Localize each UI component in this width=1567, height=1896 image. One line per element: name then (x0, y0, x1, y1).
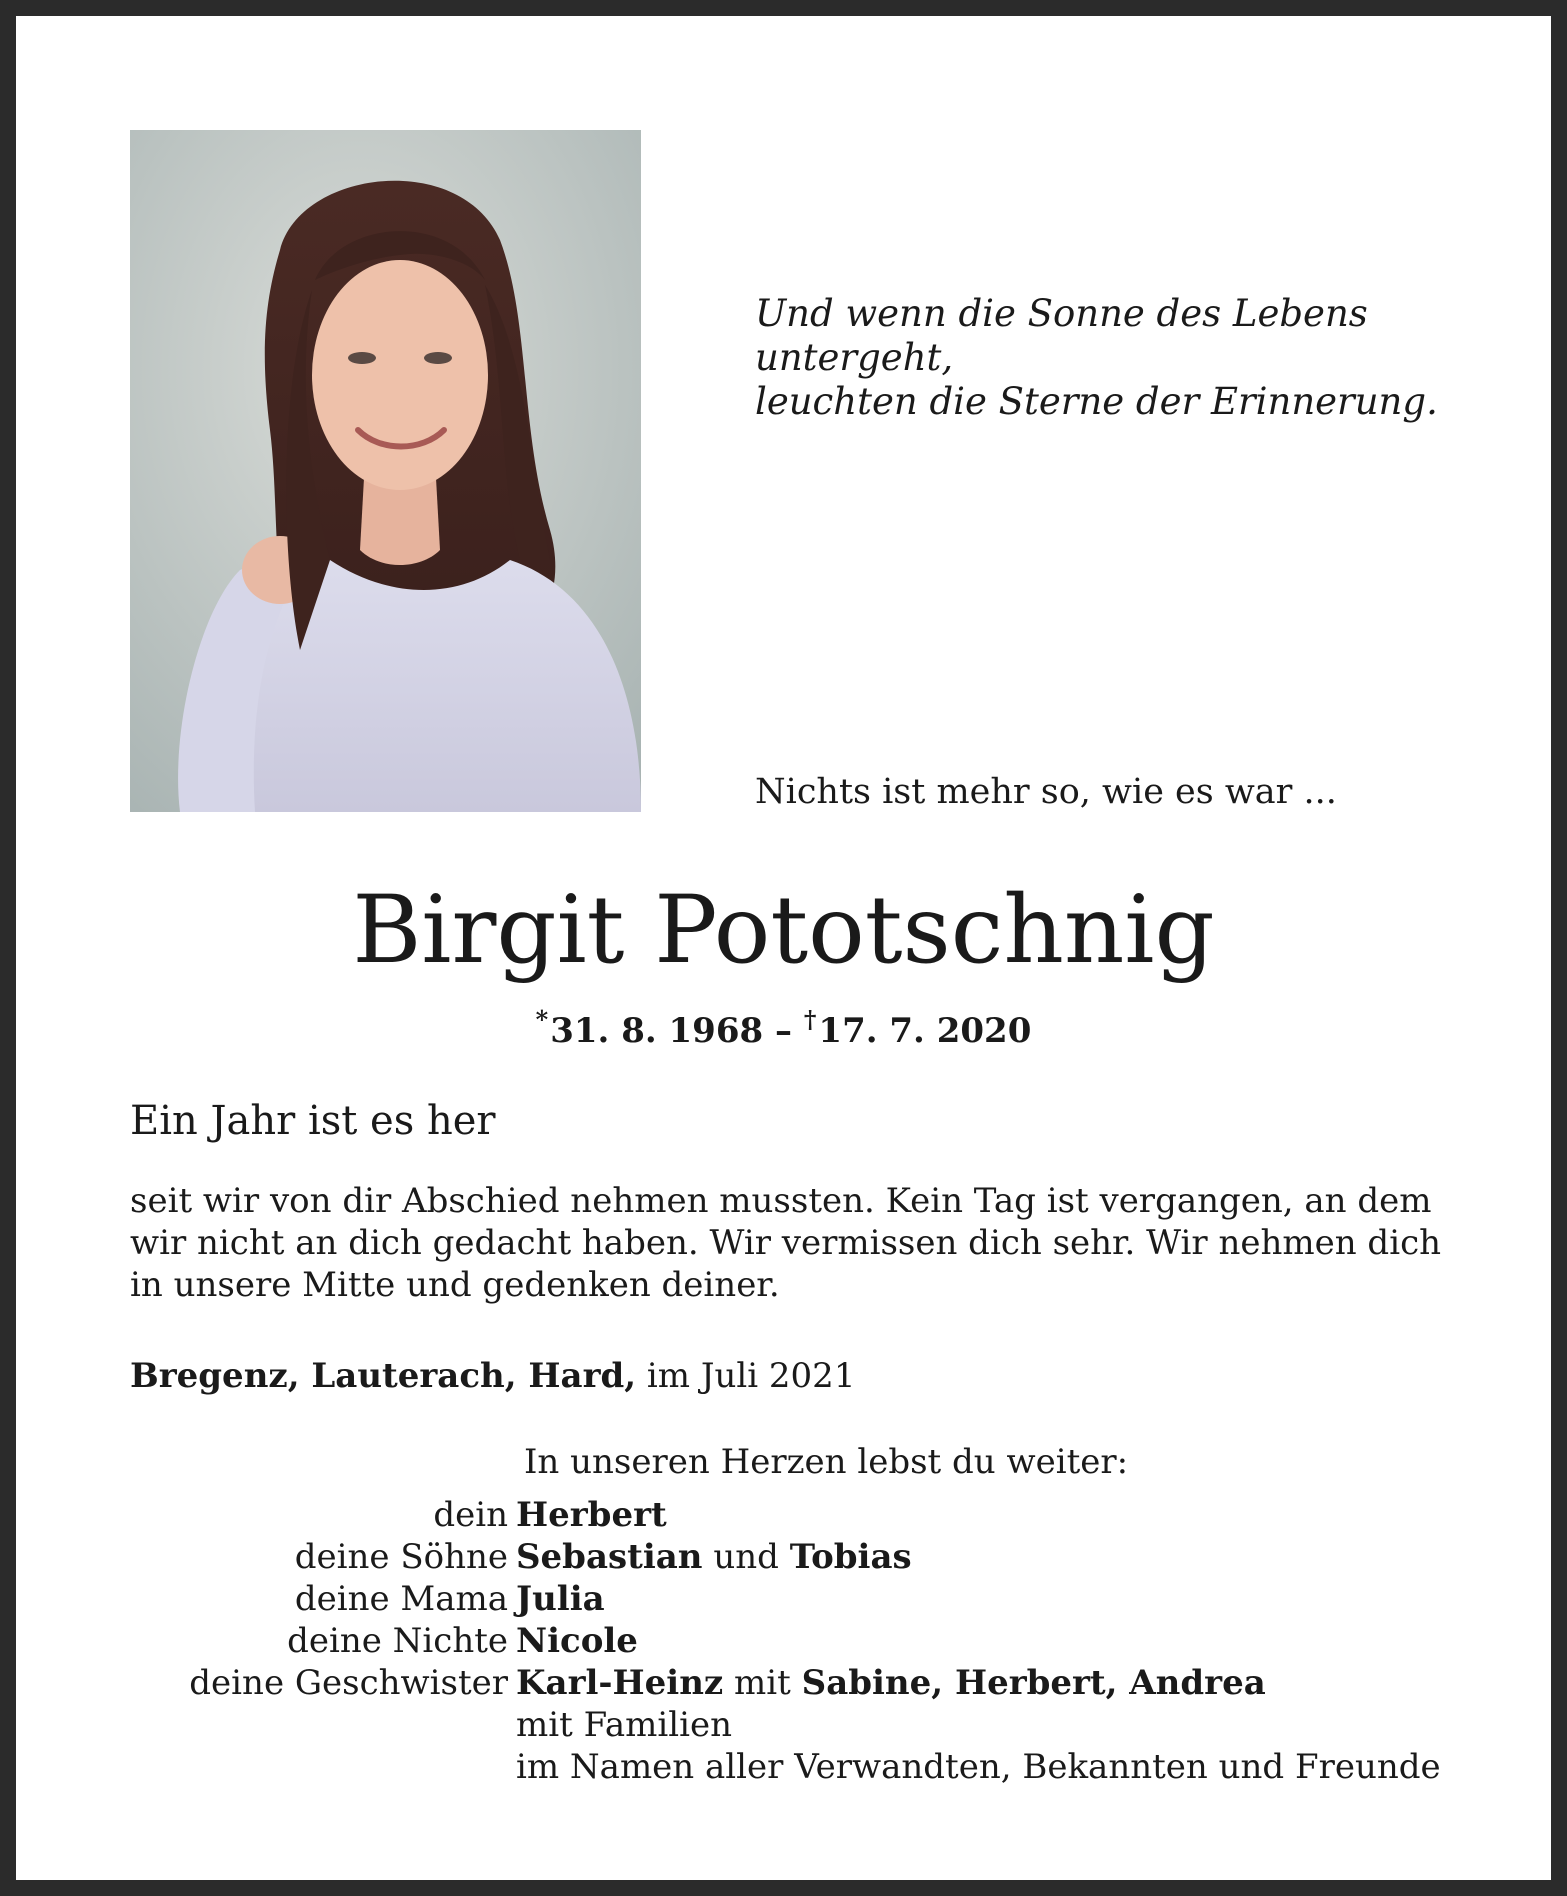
survivors-intro: In unseren Herzen lebst du weiter: (524, 1442, 1129, 1482)
memorial-quote (755, 292, 1455, 424)
death-date: 17. 7. 2020 (818, 1011, 1032, 1051)
survivor-names (516, 1494, 667, 1536)
survivor-row (130, 1662, 1460, 1704)
survivor-row (130, 1620, 1460, 1662)
survivor-names (516, 1578, 605, 1620)
life-dates (16, 998, 1551, 1053)
survivor-name: Julia (516, 1579, 605, 1619)
relation-label (130, 1704, 516, 1746)
survivor-name: Tobias (789, 1537, 912, 1577)
lead-line: Nichts ist mehr so, wie es war ... (755, 772, 1337, 812)
place-date-line (130, 1354, 855, 1398)
body-line: wir nicht an dich gedacht haben. Wir vermissen dich sehr. Wir nehmen dich (130, 1223, 1442, 1263)
birth-symbol: * (535, 1005, 549, 1034)
name-joiner: und (702, 1537, 790, 1577)
survivors-list (130, 1494, 1460, 1788)
subheading: Ein Jahr ist es her (130, 1098, 496, 1144)
quote-line: Und wenn die Sonne des Lebens untergeht, (755, 292, 1368, 379)
quote-line: leuchten die Sterne der Erinnerung. (755, 380, 1438, 423)
portrait-photo (130, 130, 641, 812)
obituary-page (16, 16, 1551, 1880)
relation-label: deine Geschwister (189, 1663, 508, 1703)
month-year: im Juli 2021 (636, 1356, 856, 1396)
survivor-name: Nicole (516, 1621, 638, 1661)
survivor-name: Sabine, Herbert, Andrea (801, 1663, 1266, 1703)
survivor-names (516, 1536, 912, 1578)
death-symbol: † (803, 1005, 817, 1034)
relation-label: deine Mama (294, 1579, 508, 1619)
survivor-names (516, 1620, 638, 1662)
survivor-row (130, 1494, 1460, 1536)
survivor-row (130, 1746, 1460, 1788)
survivor-name: Herbert (516, 1495, 667, 1535)
places: Bregenz, Lauterach, Hard, (130, 1356, 637, 1396)
body-line: in unsere Mitte und gedenken deiner. (130, 1265, 780, 1305)
survivor-names (516, 1662, 1266, 1704)
relation-label: dein (433, 1495, 508, 1535)
survivor-name: Sebastian (516, 1537, 703, 1577)
name-joiner: mit (723, 1663, 802, 1703)
body-text (130, 1180, 1450, 1306)
survivor-row (130, 1536, 1460, 1578)
survivor-row (130, 1704, 1460, 1746)
date-separator: – (763, 1011, 804, 1051)
relation-label: deine Söhne (294, 1537, 508, 1577)
body-line: seit wir von dir Abschied nehmen mussten. Kein Tag ist vergangen, an dem (130, 1181, 1432, 1221)
relation-label (130, 1746, 516, 1788)
survivor-note: im Namen aller Verwandten, Bekannten und Freunde (516, 1747, 1441, 1787)
deceased-name: Birgit Pototschnig (352, 876, 1215, 985)
relation-label: deine Nichte (287, 1621, 508, 1661)
birth-date: 31. 8. 1968 (550, 1011, 764, 1051)
survivor-row (130, 1578, 1460, 1620)
survivor-name: Karl-Heinz (516, 1663, 724, 1703)
survivor-note: mit Familien (516, 1705, 733, 1745)
